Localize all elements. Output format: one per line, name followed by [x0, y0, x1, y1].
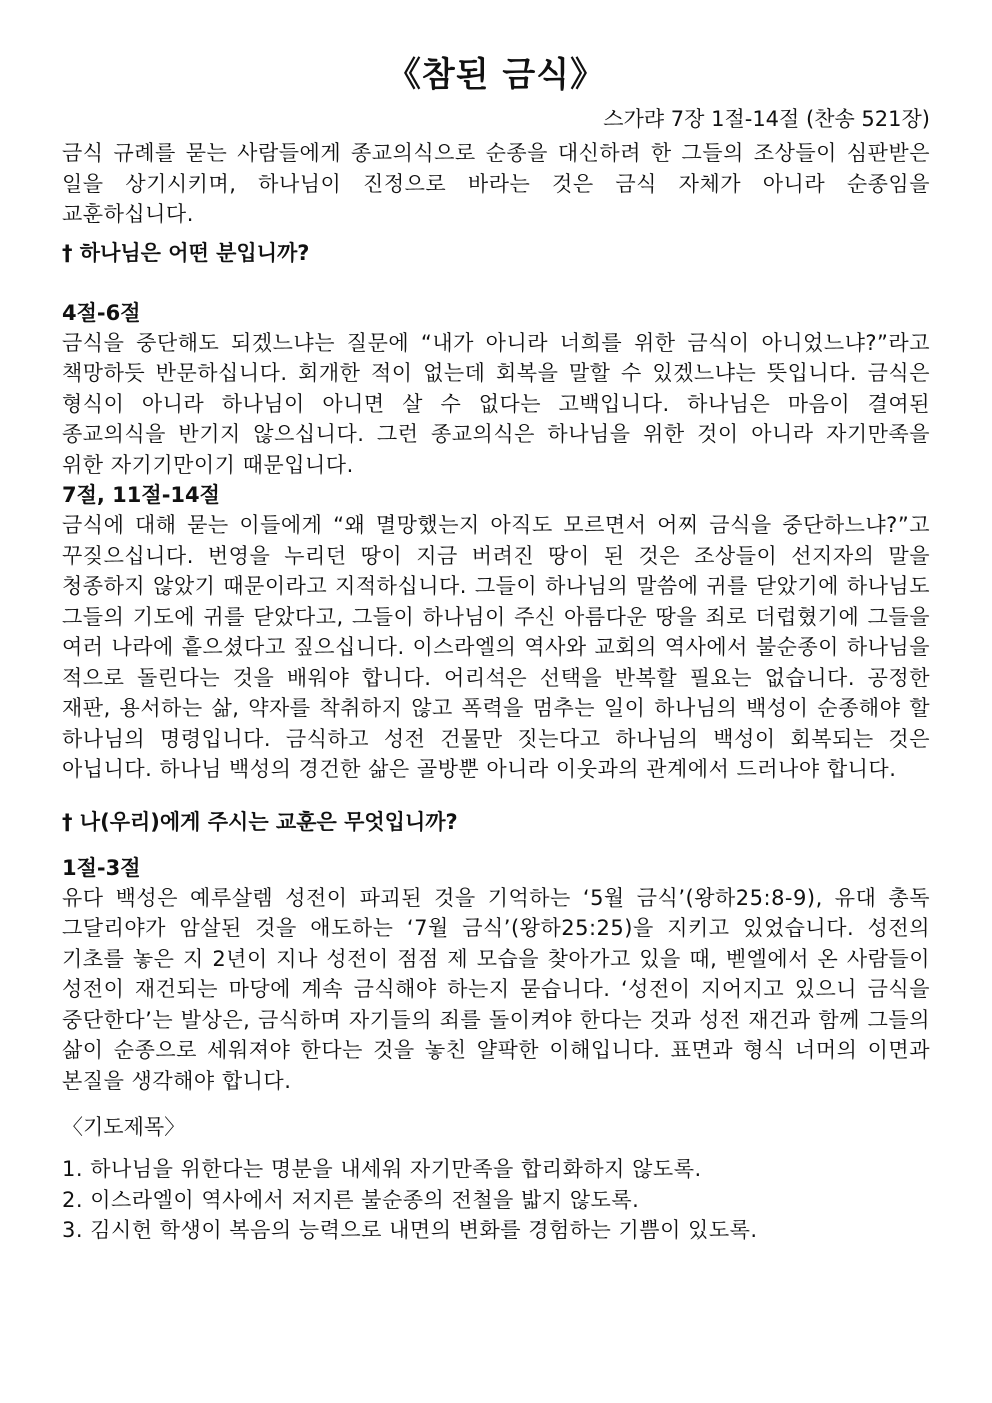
spacer	[62, 1096, 930, 1112]
prayer-heading: 〈기도제목〉	[62, 1115, 186, 1139]
verse-paragraph: 유다 백성은 예루살렘 성전이 파괴된 것을 기억하는 ‘5월 금식’(왕하25:8-9), 유대 총독 그달리야가 암살된 것을 애도하는 ‘7월 금식’(왕하25:25)을 지키고 있었습니다. 성전의 기초를 놓은 지 2년이 지나 성전이 점점 제 모습을 찾아가고 있을 때, 벧엘에서 온 사람들이 성전이 재건되는 마당에 계속 금식해야 하는지 묻습니다. ‘성전이 지어지고 있으니 금식을 중단한다’는 발상은, 금식하며 자기들의 죄를 돌이켜야 한다는 것과 성전 재건과 함께 그들의 삶이 순종으로 세워져야 한다는 것을 놓친 얄팍한 이해입니다. 표면과 형식 너머의 이면과 본질을 생각해야 합니다.	[62, 885, 930, 1093]
scripture-reference: 스가랴 7장 1절-14절 (찬송 521장)	[603, 107, 930, 131]
page-title: 《참된 금식》	[386, 55, 606, 95]
verse-paragraph: 금식에 대해 묻는 이들에게 “왜 멸망했는지 아직도 모르면서 어찌 금식을 중단하느냐?”고 꾸짖으십니다. 번영을 누리던 땅이 지금 버려진 땅이 된 것은 조상들이 선지자의 말을 청종하지 않았기 때문이라고 지적하십니다. 그들이 하나님의 말씀에 귀를 닫았기에 하나님도 그들의 기도에 귀를 닫았다고, 그들이 하나님이 주신 아름다운 땅을 죄로 더럽혔기에 그들을 여러 나라에 흩으셨다고 짚으십니다. 이스라엘의 역사와 교회의 역사에서 불순종이 하나님을 적으로 돌린다는 것을 배워야 합니다. 어리석은 선택을 반복할 필요는 없습니다. 공정한 재판, 용서하는 삶, 약자를 착취하지 않고 폭력을 멈추는 일이 하나님의 백성이 순종해야 할 하나님의 명령입니다. 금식하고 성전 건물만 짓는다고 하나님의 백성이 회복되는 것은 아닙니다. 하나님 백성의 경건한 삶은 골방뿐 아니라 이웃과의 관계에서 드러나야 합니다.	[62, 513, 930, 781]
spacer	[62, 1142, 930, 1154]
section-heading-who-is-god: † 하나님은 어떤 분입니까?	[62, 240, 310, 265]
prayer-item: 1. 하나님을 위한다는 명분을 내세워 자기만족을 합리화하지 않도록.	[62, 1157, 702, 1181]
prayer-item: 3. 김시헌 학생이 복음의 능력으로 내면의 변화를 경험하는 기쁨이 있도록.	[62, 1218, 758, 1242]
verse-range: 7절, 11절-14절	[62, 483, 220, 507]
verse-range: 4절-6절	[62, 300, 141, 325]
document-page	[62, 52, 930, 1246]
verse-range: 1절-3절	[62, 855, 141, 880]
spacer	[62, 268, 930, 298]
section-heading-lesson: † 나(우리)에게 주시는 교훈은 무엇입니까?	[62, 809, 458, 834]
intro-paragraph: 금식 규례를 묻는 사람들에게 종교의식으로 순종을 대신하려 한 그들의 조상들이 심판받은 일을 상기시키며, 하나님이 진정으로 바라는 것은 금식 자체가 아니라 순종임을 교훈하십니다.	[62, 141, 930, 226]
prayer-item: 2. 이스라엘이 역사에서 저지른 불순종의 전철을 밟지 않도록.	[62, 1187, 640, 1212]
spacer	[62, 837, 930, 853]
prayer-list	[62, 1154, 930, 1246]
verse-paragraph: 금식을 중단해도 되겠느냐는 질문에 “내가 아니라 너희를 위한 금식이 아니었느냐?”라고 책망하듯 반문하십니다. 회개한 적이 없는데 회복을 말할 수 있겠느냐는 뜻입니다. 금식은 형식이 아니라 하나님이 아니면 살 수 없다는 고백입니다. 하나님은 마음이 결여된 종교의식을 반기지 않으십니다. 그런 종교의식은 하나님을 위한 것이 아니라 자기만족을 위한 자기기만이기 때문입니다.	[62, 330, 930, 477]
